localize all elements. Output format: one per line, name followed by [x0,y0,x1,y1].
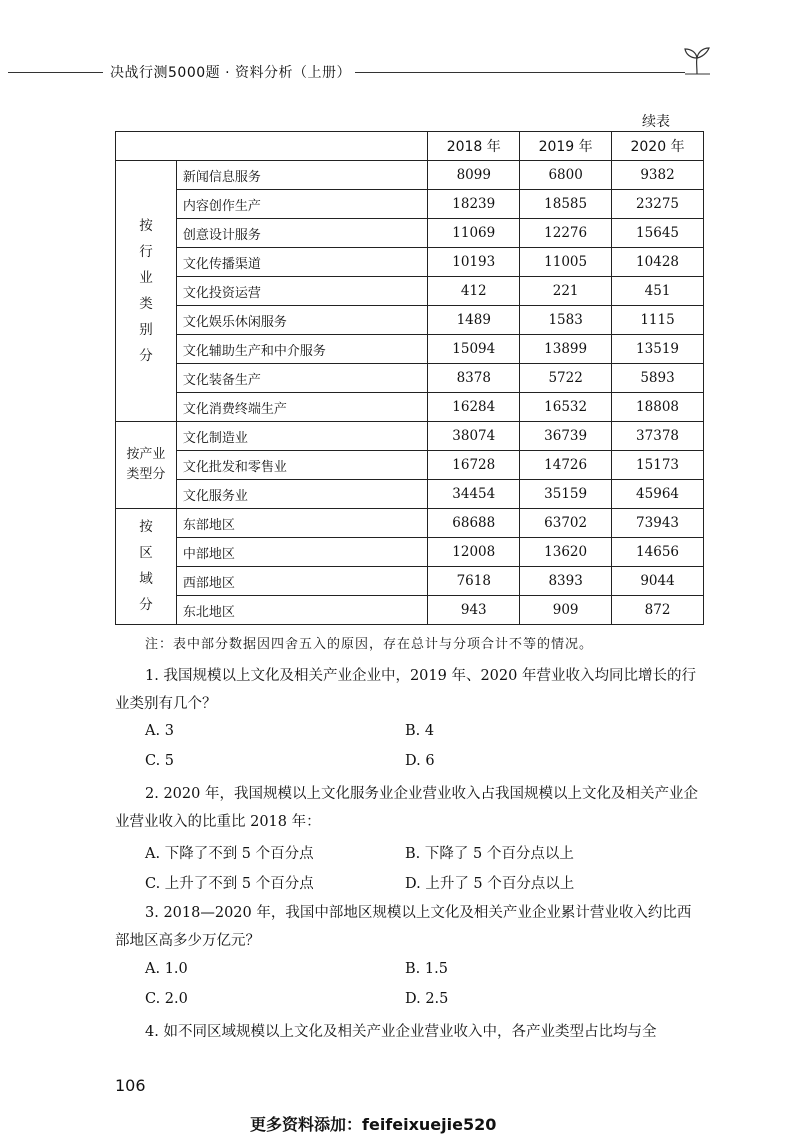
table-row [116,538,704,567]
question-2-stem: 2. 2020 年，我国规模以上文化服务业企业营业收入占我国规模以上文化及相关产业企业营业收入的比重比 2018 年： [115,786,698,830]
group-label-industry: 按 行 业 类 别 分 [116,161,177,422]
q3-option-a: A. 1.0 [145,961,188,977]
group-label-region: 按 区 域 分 [116,509,177,625]
header-rule-left [8,72,103,73]
header-title: 决战行测5000题 · 资料分析（上册） [110,65,351,81]
page-number: 106 [115,1076,146,1095]
value-cell: 35159 [520,480,612,509]
data-table [115,131,704,625]
value-cell: 16728 [428,451,520,480]
row-name: 东北地区 [176,596,427,625]
q3-option-d: D. 2.5 [405,991,449,1007]
value-cell: 16284 [428,393,520,422]
value-cell: 9382 [612,161,704,190]
value-cell: 15645 [612,219,704,248]
table-header-row [116,132,704,161]
value-cell: 451 [612,277,704,306]
q1-option-d: D. 6 [405,753,435,769]
header-rule-right [355,72,685,73]
row-name: 文化批发和零售业 [176,451,427,480]
sprout-icon [680,44,714,78]
table-row [116,277,704,306]
table-row [116,451,704,480]
value-cell: 10193 [428,248,520,277]
header-corner-cell [116,132,428,161]
table-row [116,422,704,451]
row-name: 文化娱乐休闲服务 [176,306,427,335]
value-cell: 1489 [428,306,520,335]
value-cell: 8378 [428,364,520,393]
value-cell: 73943 [612,509,704,538]
value-cell: 18808 [612,393,704,422]
value-cell: 943 [428,596,520,625]
q2-option-b: B. 下降了 5 个百分点以上 [405,846,574,862]
q2-option-a: A. 下降了不到 5 个百分点 [145,846,314,862]
value-cell: 1115 [612,306,704,335]
table-row [116,393,704,422]
q2-option-c: C. 上升了不到 5 个百分点 [145,876,314,892]
table-note: 注：表中部分数据因四舍五入的原因，存在总计与分项合计不等的情况。 [145,637,594,652]
row-name: 中部地区 [176,538,427,567]
row-name: 创意设计服务 [176,219,427,248]
value-cell: 909 [520,596,612,625]
value-cell: 10428 [612,248,704,277]
table-row [116,190,704,219]
value-cell: 11069 [428,219,520,248]
table-row [116,248,704,277]
value-cell: 18239 [428,190,520,219]
table-row [116,596,704,625]
running-header [0,60,800,90]
q3-option-b: B. 1.5 [405,961,448,977]
row-name: 文化辅助生产和中介服务 [176,335,427,364]
q1-option-a: A. 3 [145,723,174,739]
value-cell: 15173 [612,451,704,480]
value-cell: 36739 [520,422,612,451]
q1-option-c: C. 5 [145,753,175,769]
table-row [116,480,704,509]
table-row [116,335,704,364]
value-cell: 14656 [612,538,704,567]
value-cell: 5893 [612,364,704,393]
row-name: 文化投资运营 [176,277,427,306]
value-cell: 23275 [612,190,704,219]
value-cell: 68688 [428,509,520,538]
table-row [116,509,704,538]
value-cell: 16532 [520,393,612,422]
year-header: 2018 年 [428,132,520,161]
value-cell: 6800 [520,161,612,190]
value-cell: 14726 [520,451,612,480]
row-name: 文化消费终端生产 [176,393,427,422]
table-row [116,161,704,190]
value-cell: 8393 [520,567,612,596]
value-cell: 37378 [612,422,704,451]
question-4-stem: 4. 如不同区域规模以上文化及相关产业企业营业收入中，各产业类型占比均与全 [145,1024,657,1040]
value-cell: 11005 [520,248,612,277]
year-header: 2019 年 [520,132,612,161]
value-cell: 221 [520,277,612,306]
value-cell: 12276 [520,219,612,248]
value-cell: 18585 [520,190,612,219]
row-name: 文化制造业 [176,422,427,451]
row-name: 东部地区 [176,509,427,538]
value-cell: 9044 [612,567,704,596]
value-cell: 13620 [520,538,612,567]
question-1-stem: 1. 我国规模以上文化及相关产业企业中，2019 年、2020 年营业收入均同比增长的行业类别有几个？ [115,668,696,712]
row-name: 文化服务业 [176,480,427,509]
value-cell: 15094 [428,335,520,364]
group-label-industry-type: 按产业 类型分 [116,422,177,509]
row-name: 文化传播渠道 [176,248,427,277]
footer-watermark: 更多资料添加：feifeixuejie520 [250,1115,497,1134]
table-row [116,306,704,335]
value-cell: 5722 [520,364,612,393]
value-cell: 12008 [428,538,520,567]
row-name: 新闻信息服务 [176,161,427,190]
table-row [116,567,704,596]
value-cell: 63702 [520,509,612,538]
value-cell: 38074 [428,422,520,451]
q2-option-d: D. 上升了 5 个百分点以上 [405,876,575,892]
table-continued-label: 续表 [642,114,670,130]
value-cell: 1583 [520,306,612,335]
value-cell: 13899 [520,335,612,364]
value-cell: 45964 [612,480,704,509]
table-row [116,364,704,393]
question-3-stem: 3. 2018—2020 年，我国中部地区规模以上文化及相关产业企业累计营业收入约比西部地区高多少万亿元？ [115,905,692,949]
value-cell: 412 [428,277,520,306]
q3-option-c: C. 2.0 [145,991,188,1007]
value-cell: 34454 [428,480,520,509]
table-row [116,219,704,248]
value-cell: 872 [612,596,704,625]
row-name: 西部地区 [176,567,427,596]
row-name: 内容创作生产 [176,190,427,219]
year-header: 2020 年 [612,132,704,161]
row-name: 文化装备生产 [176,364,427,393]
value-cell: 13519 [612,335,704,364]
value-cell: 7618 [428,567,520,596]
value-cell: 8099 [428,161,520,190]
q1-option-b: B. 4 [405,723,435,739]
